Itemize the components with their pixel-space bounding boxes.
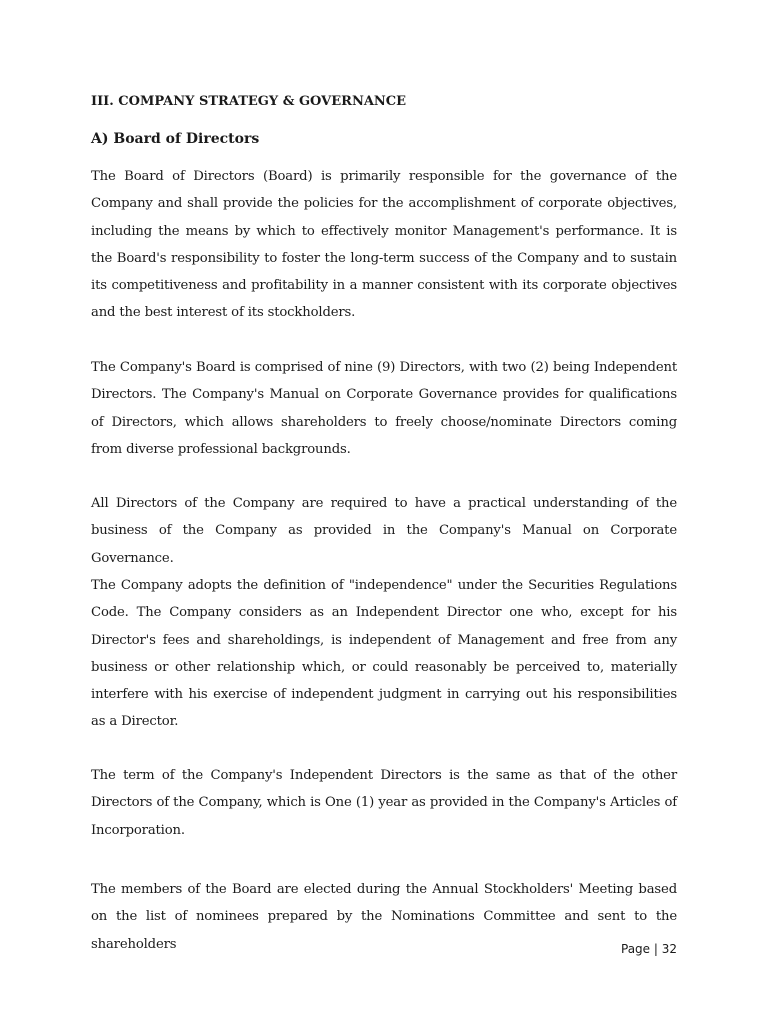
subsection-heading: A) Board of Directors [91,131,260,147]
paragraph-board-composition: The Company's Board is comprised of nine (9) Directors, with two (2) being Independent Directors. The Company's Manual on Corporate Governance provides for qualifications of Directors, which allows shareholders to freely choose/nominate Directors coming from diverse professional backgrounds. [91,360,677,457]
paragraph-director-term: The term of the Company's Independent Directors is the same as that of the other Directors of the Company, which is One (1) year as provided in the Company's Articles of Incorporation. [91,768,677,838]
paragraph-board-responsibility: The Board of Directors (Board) is primarily responsible for the governance of the Company and shall provide the policies for the accomplishment of corporate objectives, including the means by which to effectively monitor Management's performance. It is the Board's responsibility to foster the long-term success of the Company and to sustain its competitiveness and profitability in a manner consistent with its corporate objectives and the best interest of its stockholders. [91,169,677,321]
section-heading: III. COMPANY STRATEGY & GOVERNANCE [91,94,407,109]
document-page [91,0,677,1024]
page-number: Page | 32 [621,942,677,956]
paragraph-board-election: The members of the Board are elected during the Annual Stockholders' Meeting based on the list of nominees prepared by the Nominations Committee and sent to the shareholders [91,882,677,952]
paragraph-independence-definition: The Company adopts the definition of "independence" under the Securities Regulations Code. The Company considers as an Independent Director one who, except for his Director's fees and shareholdings, is independent of Management and free from any business or other relationship which, or could reasonably be perceived to, materially interfere with his exercise of independent judgment in carrying out his responsibilities as a Director. [91,578,677,730]
paragraph-director-requirements: All Directors of the Company are required to have a practical understanding of the business of the Company as provided in the Company's Manual on Corporate Governance. [91,496,677,566]
